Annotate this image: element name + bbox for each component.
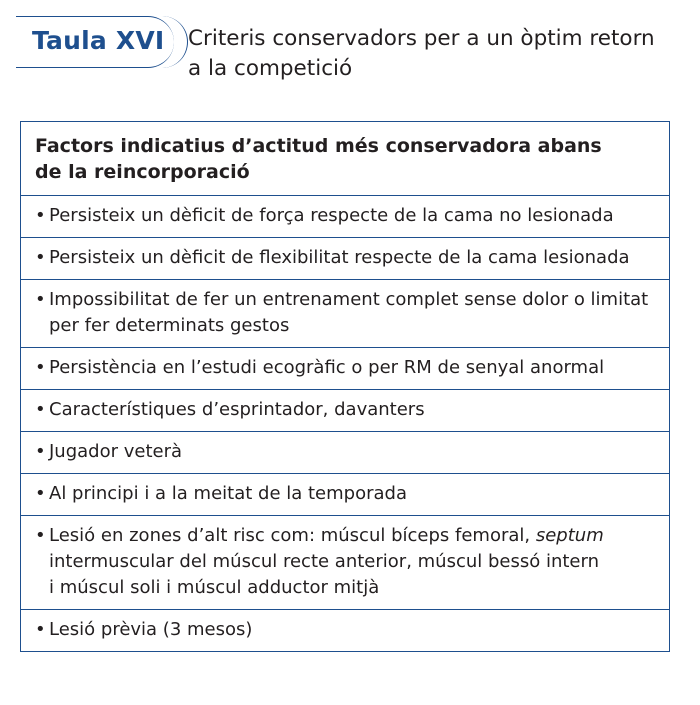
bullet-icon: •	[35, 205, 46, 226]
row-text: Jugador veterà	[49, 441, 183, 462]
bullet-icon: •	[35, 441, 46, 462]
row-text-line: Impossibilitat de fer un entrenament complet sense dolor o limitat	[49, 289, 649, 310]
table-row	[21, 238, 669, 280]
row-text-emphasis: septum	[535, 525, 604, 546]
table-heading-line: de la reincorporació	[35, 161, 250, 183]
table-row	[21, 610, 669, 651]
bullet-icon: •	[35, 289, 46, 310]
row-text: Lesió prèvia (3 mesos)	[49, 619, 253, 640]
bullet-icon: •	[35, 399, 46, 420]
row-text-line: per fer determinats gestos	[49, 315, 290, 336]
row-text-line: i múscul soli i múscul adductor mitjà	[49, 577, 380, 598]
bullet-icon: •	[35, 357, 46, 378]
table-row	[21, 390, 669, 432]
bullet-icon: •	[35, 483, 46, 504]
row-text	[49, 287, 655, 339]
table-title-line: Criteris conservadors per a un òptim retorn	[188, 26, 655, 51]
criteria-table	[20, 121, 670, 652]
row-text: Persistència en l’estudi ecogràfic o per RM de senyal anormal	[49, 357, 605, 378]
row-text: Al principi i a la meitat de la temporada	[49, 483, 407, 504]
bullet-icon: •	[35, 247, 46, 268]
row-text-line: Lesió en zones d’alt risc com: múscul bíceps femoral,	[49, 525, 536, 546]
row-text-line: intermuscular del múscul recte anterior, múscul bessó intern	[49, 551, 600, 572]
row-text: Característiques d’esprintador, davanters	[49, 399, 425, 420]
row-text	[49, 523, 655, 601]
table-row	[21, 516, 669, 610]
tag-curve-divider	[148, 16, 188, 68]
row-text: Persisteix un dèficit de flexibilitat respecte de la cama lesionada	[49, 247, 630, 268]
table-row	[21, 196, 669, 238]
table-row	[21, 280, 669, 348]
table-row	[21, 474, 669, 516]
table-title	[188, 24, 668, 84]
bullet-icon: •	[35, 525, 46, 546]
table-caption	[16, 16, 686, 96]
table-heading-line: Factors indicatius d’actitud més conservadora abans	[35, 135, 602, 157]
table-row	[21, 348, 669, 390]
bullet-icon: •	[35, 619, 46, 640]
table-row	[21, 432, 669, 474]
table-heading	[21, 122, 669, 196]
table-title-line: a la competició	[188, 56, 353, 81]
table-number-label: Taula XVI	[32, 26, 165, 55]
row-text: Persisteix un dèficit de força respecte de la cama no lesionada	[49, 205, 614, 226]
